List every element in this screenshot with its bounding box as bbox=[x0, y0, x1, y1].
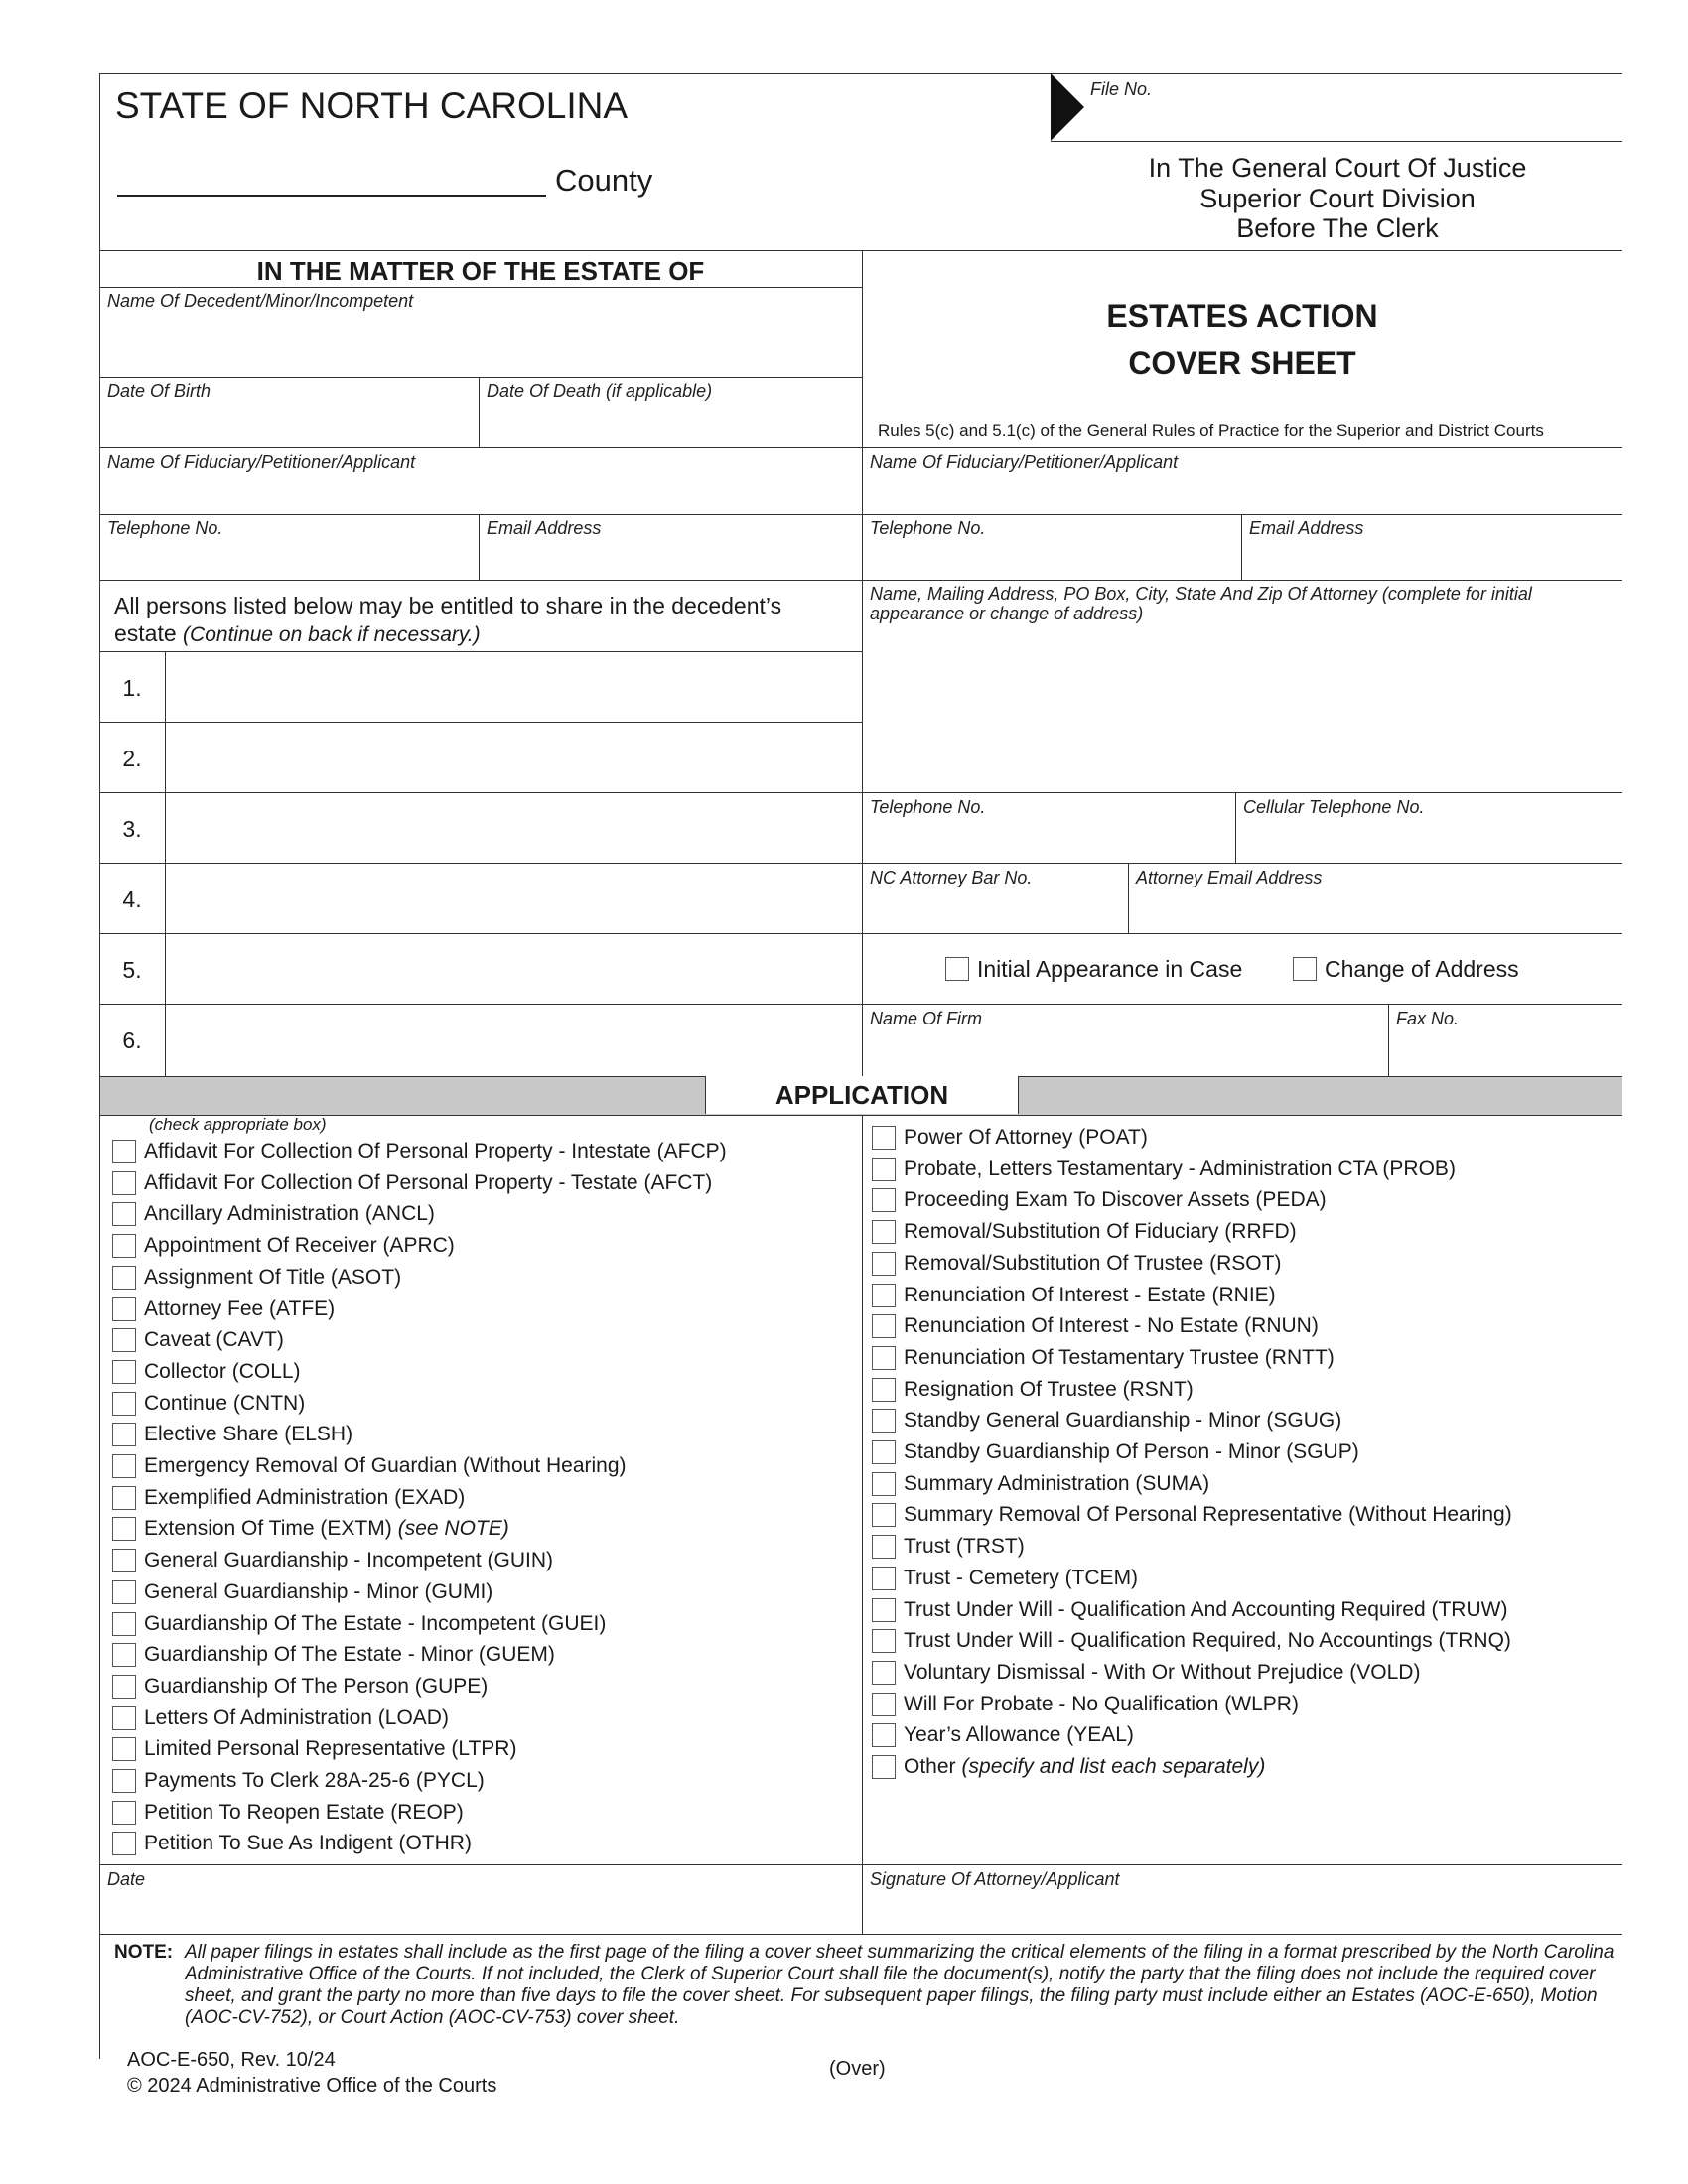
person-3-input[interactable] bbox=[169, 796, 858, 860]
person-number-6: 6. bbox=[122, 1027, 142, 1053]
left-application-item[interactable] bbox=[112, 1230, 455, 1262]
right-application-item[interactable] bbox=[872, 1248, 1281, 1280]
date-of-birth-input[interactable] bbox=[107, 403, 475, 445]
court-line-2: Superior Court Division bbox=[1199, 184, 1476, 213]
left-email-input[interactable] bbox=[487, 541, 854, 577]
persons-intro-italic: (Continue on back if necessary.) bbox=[183, 623, 481, 646]
application-checkbox[interactable] bbox=[112, 1171, 136, 1195]
right-application-item[interactable] bbox=[872, 1689, 1299, 1720]
application-label: Affidavit For Collection Of Personal Property - Intestate (AFCP) bbox=[144, 1140, 727, 1162]
application-label: General Guardianship - Incompetent (GUIN) bbox=[144, 1549, 554, 1572]
application-label: Trust Under Will - Qualification And Accounting Required (TRUW) bbox=[904, 1597, 1508, 1621]
application-label: Power Of Attorney (POAT) bbox=[904, 1126, 1148, 1149]
cellular-label: Cellular Telephone No. bbox=[1243, 797, 1425, 817]
application-checkbox[interactable] bbox=[112, 1328, 136, 1352]
bar-number-input[interactable] bbox=[870, 890, 1123, 930]
application-checkbox[interactable] bbox=[112, 1392, 136, 1416]
right-application-item[interactable] bbox=[872, 1531, 1025, 1563]
application-checkbox[interactable] bbox=[112, 1202, 136, 1226]
application-checkbox[interactable] bbox=[872, 1723, 896, 1747]
application-checkbox[interactable] bbox=[872, 1661, 896, 1685]
left-application-item[interactable] bbox=[112, 1639, 555, 1671]
person-number-2: 2. bbox=[122, 746, 142, 771]
application-label: Will For Probate - No Qualification (WLPR) bbox=[904, 1692, 1299, 1715]
file-no-arrow-icon bbox=[1051, 73, 1084, 141]
left-application-item[interactable] bbox=[112, 1450, 627, 1482]
right-application-item[interactable] bbox=[872, 1154, 1456, 1185]
application-checkbox[interactable] bbox=[872, 1126, 896, 1150]
left-application-item[interactable] bbox=[112, 1671, 488, 1703]
application-checkbox[interactable] bbox=[112, 1612, 136, 1636]
application-checkbox[interactable] bbox=[872, 1535, 896, 1559]
application-label: Summary Removal Of Personal Representative (Without Hearing) bbox=[904, 1503, 1512, 1527]
person-6-input[interactable] bbox=[169, 1008, 858, 1071]
application-checkbox[interactable] bbox=[112, 1234, 136, 1258]
persons-intro-main: All persons listed below may be entitled to share in the decedent’s estate bbox=[114, 593, 782, 646]
person-2-input[interactable] bbox=[169, 726, 858, 789]
right-application-item[interactable] bbox=[872, 1751, 1265, 1783]
right-application-item[interactable] bbox=[872, 1122, 1148, 1154]
application-label: Letters Of Administration (LOAD) bbox=[144, 1706, 449, 1729]
bar-number-label: NC Attorney Bar No. bbox=[870, 868, 1033, 887]
persons-intro bbox=[114, 592, 849, 649]
application-checkbox[interactable] bbox=[112, 1266, 136, 1290]
application-label: Limited Personal Representative (LTPR) bbox=[144, 1737, 517, 1761]
right-application-item[interactable] bbox=[872, 1216, 1297, 1248]
application-label: Probate, Letters Testamentary - Administration CTA (PROB) bbox=[904, 1157, 1456, 1180]
application-checkbox[interactable] bbox=[872, 1693, 896, 1716]
application-checkbox[interactable] bbox=[112, 1737, 136, 1761]
right-application-item[interactable] bbox=[872, 1625, 1511, 1657]
application-checkbox[interactable] bbox=[112, 1801, 136, 1825]
application-checkbox[interactable] bbox=[112, 1549, 136, 1572]
application-checkbox[interactable] bbox=[872, 1284, 896, 1307]
person-5-input[interactable] bbox=[169, 937, 858, 1001]
application-checkbox[interactable] bbox=[872, 1472, 896, 1496]
right-application-item[interactable] bbox=[872, 1280, 1276, 1311]
initial-appearance-label: Initial Appearance in Case bbox=[977, 956, 1243, 982]
left-application-item[interactable] bbox=[112, 1733, 516, 1765]
application-checkbox[interactable] bbox=[112, 1140, 136, 1163]
change-of-address-checkbox[interactable] bbox=[1293, 957, 1317, 981]
person-number-4: 4. bbox=[122, 887, 142, 912]
application-label: Trust (TRST) bbox=[904, 1535, 1025, 1559]
left-application-item[interactable] bbox=[112, 1324, 284, 1356]
left-application-item[interactable] bbox=[112, 1482, 465, 1514]
application-checkbox[interactable] bbox=[872, 1314, 896, 1338]
application-label: Appointment Of Receiver (APRC) bbox=[144, 1234, 455, 1258]
right-email-label: Email Address bbox=[1249, 518, 1364, 538]
application-label: Removal/Substitution Of Trustee (RSOT) bbox=[904, 1251, 1282, 1275]
application-checkbox[interactable] bbox=[872, 1629, 896, 1653]
application-label: Guardianship Of The Estate - Incompetent (GUEI) bbox=[144, 1611, 607, 1635]
application-label: Collector (COLL) bbox=[144, 1359, 301, 1383]
application-label: Voluntary Dismissal - With Or Without Prejudice (VOLD) bbox=[904, 1660, 1421, 1684]
date-of-birth-label: Date Of Birth bbox=[107, 381, 211, 401]
person-number-1: 1. bbox=[122, 675, 142, 701]
right-application-item[interactable] bbox=[872, 1405, 1341, 1436]
attorney-telephone-input[interactable] bbox=[870, 820, 1227, 860]
decedent-name-input[interactable] bbox=[107, 314, 856, 373]
left-application-item[interactable] bbox=[112, 1419, 352, 1450]
application-checkbox[interactable] bbox=[872, 1188, 896, 1212]
right-application-item[interactable] bbox=[872, 1342, 1335, 1374]
application-checkbox[interactable] bbox=[872, 1567, 896, 1590]
application-label: Resignation Of Trustee (RSNT) bbox=[904, 1377, 1194, 1401]
right-telephone-input[interactable] bbox=[870, 541, 1237, 577]
cover-title-line-1: ESTATES ACTION bbox=[1106, 298, 1378, 334]
right-application-item[interactable] bbox=[872, 1499, 1512, 1531]
fax-input[interactable] bbox=[1396, 1031, 1617, 1073]
application-label: Trust Under Will - Qualification Required, No Accountings (TRNQ) bbox=[904, 1629, 1511, 1653]
note-text: All paper filings in estates shall include as the first page of the filing a cover sheet summarizing the critical elements of the filing in a format prescribed by the North Carolina Administrative Office of the Courts. If not included, the Clerk of Superior Court shall file the document(s), notify the party that the filing does not include the required cover sheet, and grant the party no more than five days to file the cover sheet. For subsequent paper filings, the filing party must include either an Estates (AOC-E-650), Motion (AOC-CV-752), or Court Action (AOC-CV-753) cover sheet. bbox=[185, 1942, 1615, 2028]
attorney-telephone-label: Telephone No. bbox=[870, 797, 986, 817]
application-checkbox[interactable] bbox=[112, 1517, 136, 1541]
application-label: Continue (CNTN) bbox=[144, 1391, 306, 1415]
application-label: Renunciation Of Interest - Estate (RNIE) bbox=[904, 1283, 1276, 1306]
date-of-death-input[interactable] bbox=[487, 403, 854, 445]
application-label: Ancillary Administration (ANCL) bbox=[144, 1202, 435, 1226]
application-label: Standby Guardianship Of Person - Minor (SGUP) bbox=[904, 1440, 1359, 1463]
person-1-input[interactable] bbox=[169, 655, 858, 719]
application-checkbox[interactable] bbox=[112, 1423, 136, 1446]
application-label: Extension Of Time (EXTM) bbox=[144, 1517, 392, 1541]
extension-note: (see NOTE) bbox=[397, 1517, 509, 1541]
left-application-item[interactable] bbox=[112, 1576, 492, 1608]
right-application-item[interactable] bbox=[872, 1657, 1420, 1689]
other-note: (specify and list each separately) bbox=[961, 1755, 1266, 1778]
left-application-item[interactable] bbox=[112, 1608, 606, 1640]
person-number-5: 5. bbox=[122, 957, 142, 983]
application-label: Emergency Removal Of Guardian (Without Hearing) bbox=[144, 1454, 627, 1477]
signature-label: Signature Of Attorney/Applicant bbox=[870, 1869, 1120, 1889]
firm-name-input[interactable] bbox=[870, 1031, 1380, 1073]
change-of-address-label: Change of Address bbox=[1325, 956, 1519, 982]
signature-input[interactable] bbox=[870, 1892, 1615, 1932]
application-label: General Guardianship - Minor (GUMI) bbox=[144, 1579, 493, 1603]
right-application-item[interactable] bbox=[872, 1594, 1507, 1626]
person-number-3: 3. bbox=[122, 816, 142, 842]
form-id: AOC-E-650, Rev. 10/24 bbox=[127, 2049, 336, 2071]
state-title: STATE OF NORTH CAROLINA bbox=[115, 85, 628, 126]
application-checkbox[interactable] bbox=[112, 1832, 136, 1855]
right-email-input[interactable] bbox=[1249, 541, 1617, 577]
county-label: County bbox=[555, 163, 653, 198]
right-application-item[interactable] bbox=[872, 1374, 1194, 1406]
right-fiduciary-label: Name Of Fiduciary/Petitioner/Applicant bbox=[870, 452, 1179, 472]
firm-name-label: Name Of Firm bbox=[870, 1009, 983, 1028]
application-label: Affidavit For Collection Of Personal Property - Testate (AFCT) bbox=[144, 1170, 713, 1194]
right-application-item[interactable] bbox=[872, 1310, 1319, 1342]
application-label: Renunciation Of Testamentary Trustee (RNTT) bbox=[904, 1345, 1335, 1369]
left-application-item[interactable] bbox=[112, 1136, 727, 1167]
copyright: © 2024 Administrative Office of the Courts bbox=[127, 2075, 497, 2097]
date-label: Date bbox=[107, 1869, 146, 1889]
right-application-item[interactable] bbox=[872, 1184, 1327, 1216]
right-application-item[interactable] bbox=[872, 1563, 1138, 1594]
file-no-input[interactable] bbox=[1090, 101, 1622, 139]
left-telephone-label: Telephone No. bbox=[107, 518, 223, 538]
application-label: Payments To Clerk 28A-25-6 (PYCL) bbox=[144, 1769, 485, 1792]
application-checkbox[interactable] bbox=[112, 1360, 136, 1384]
check-note: (check appropriate box) bbox=[149, 1115, 327, 1134]
application-checkbox[interactable] bbox=[872, 1252, 896, 1276]
application-label: Year’s Allowance (YEAL) bbox=[904, 1723, 1134, 1747]
application-label: Other bbox=[904, 1755, 956, 1778]
application-label: Attorney Fee (ATFE) bbox=[144, 1297, 336, 1320]
court-line-3: Before The Clerk bbox=[1236, 213, 1439, 243]
application-label: Standby General Guardianship - Minor (SGUG) bbox=[904, 1409, 1342, 1433]
initial-appearance-checkbox[interactable] bbox=[945, 957, 969, 981]
application-checkbox[interactable] bbox=[112, 1580, 136, 1604]
right-fiduciary-input[interactable] bbox=[870, 475, 1615, 512]
application-checkbox[interactable] bbox=[872, 1440, 896, 1464]
county-blank-line bbox=[117, 195, 546, 197]
application-checkbox[interactable] bbox=[112, 1706, 136, 1730]
application-label: Trust - Cemetery (TCEM) bbox=[904, 1566, 1139, 1589]
left-application-item[interactable] bbox=[112, 1703, 449, 1734]
attorney-address-label: Name, Mailing Address, PO Box, City, State And Zip Of Attorney (complete for initial appearance or change of address) bbox=[870, 584, 1532, 623]
right-application-item[interactable] bbox=[872, 1719, 1134, 1751]
application-checkbox[interactable] bbox=[872, 1598, 896, 1622]
right-telephone-label: Telephone No. bbox=[870, 518, 986, 538]
application-checkbox[interactable] bbox=[112, 1297, 136, 1321]
application-label: Proceeding Exam To Discover Assets (PEDA) bbox=[904, 1188, 1327, 1212]
right-application-item[interactable] bbox=[872, 1468, 1209, 1500]
application-label: Exemplified Administration (EXAD) bbox=[144, 1485, 466, 1509]
application-label: Removal/Substitution Of Fiduciary (RRFD) bbox=[904, 1220, 1297, 1244]
county-input[interactable] bbox=[117, 159, 546, 195]
person-4-input[interactable] bbox=[169, 867, 858, 930]
left-application-item[interactable] bbox=[112, 1198, 435, 1230]
right-application-item[interactable] bbox=[872, 1436, 1359, 1468]
application-checkbox[interactable] bbox=[872, 1378, 896, 1402]
application-label: Guardianship Of The Estate - Minor (GUEM) bbox=[144, 1643, 555, 1667]
application-checkbox[interactable] bbox=[872, 1409, 896, 1433]
left-application-item[interactable] bbox=[112, 1294, 335, 1325]
application-checkbox[interactable] bbox=[872, 1755, 896, 1779]
rules-text: Rules 5(c) and 5.1(c) of the General Rules of Practice for the Superior and District Courts bbox=[878, 421, 1544, 440]
left-application-item[interactable] bbox=[112, 1388, 305, 1420]
left-telephone-input[interactable] bbox=[107, 541, 475, 577]
attorney-email-input[interactable] bbox=[1136, 890, 1617, 930]
left-application-item[interactable] bbox=[112, 1167, 712, 1199]
left-application-item[interactable] bbox=[112, 1765, 485, 1797]
application-checkbox[interactable] bbox=[872, 1346, 896, 1370]
cellular-input[interactable] bbox=[1243, 820, 1617, 860]
decedent-name-label: Name Of Decedent/Minor/Incompetent bbox=[107, 291, 414, 311]
application-label: Assignment Of Title (ASOT) bbox=[144, 1265, 402, 1289]
application-label: Renunciation Of Interest - No Estate (RNUN) bbox=[904, 1314, 1319, 1338]
application-checkbox[interactable] bbox=[112, 1643, 136, 1667]
application-label: Guardianship Of The Person (GUPE) bbox=[144, 1674, 489, 1698]
left-application-item[interactable] bbox=[112, 1356, 301, 1388]
left-fiduciary-label: Name Of Fiduciary/Petitioner/Applicant bbox=[107, 452, 416, 472]
date-of-death-label: Date Of Death (if applicable) bbox=[487, 381, 713, 401]
left-fiduciary-input[interactable] bbox=[107, 475, 856, 512]
application-checkbox[interactable] bbox=[112, 1486, 136, 1510]
application-checkbox[interactable] bbox=[872, 1158, 896, 1181]
application-checkbox[interactable] bbox=[872, 1503, 896, 1527]
application-label: Petition To Reopen Estate (REOP) bbox=[144, 1800, 464, 1824]
application-checkbox[interactable] bbox=[112, 1675, 136, 1699]
left-application-item[interactable] bbox=[112, 1262, 401, 1294]
date-input[interactable] bbox=[107, 1892, 856, 1932]
note-label: NOTE: bbox=[114, 1942, 174, 1963]
left-application-item[interactable] bbox=[112, 1513, 509, 1545]
left-application-item[interactable] bbox=[112, 1828, 472, 1859]
left-application-item[interactable] bbox=[112, 1797, 464, 1829]
application-checkbox[interactable] bbox=[112, 1769, 136, 1793]
over-label: (Over) bbox=[829, 2058, 886, 2080]
attorney-email-label: Attorney Email Address bbox=[1136, 868, 1323, 887]
application-checkbox[interactable] bbox=[872, 1220, 896, 1244]
application-label: Caveat (CAVT) bbox=[144, 1328, 284, 1352]
estate-matter-title: IN THE MATTER OF THE ESTATE OF bbox=[256, 256, 705, 286]
application-label: Petition To Sue As Indigent (OTHR) bbox=[144, 1832, 472, 1855]
application-label: Summary Administration (SUMA) bbox=[904, 1471, 1210, 1495]
application-label: Elective Share (ELSH) bbox=[144, 1423, 353, 1446]
cover-title-line-2: COVER SHEET bbox=[1128, 345, 1356, 381]
court-line-1: In The General Court Of Justice bbox=[1148, 153, 1527, 183]
application-checkbox[interactable] bbox=[112, 1454, 136, 1478]
application-title: APPLICATION bbox=[705, 1076, 1019, 1114]
attorney-address-input[interactable] bbox=[870, 627, 1615, 786]
fax-label: Fax No. bbox=[1396, 1009, 1460, 1028]
left-application-item[interactable] bbox=[112, 1545, 553, 1576]
left-email-label: Email Address bbox=[487, 518, 602, 538]
file-no-label: File No. bbox=[1090, 79, 1153, 99]
